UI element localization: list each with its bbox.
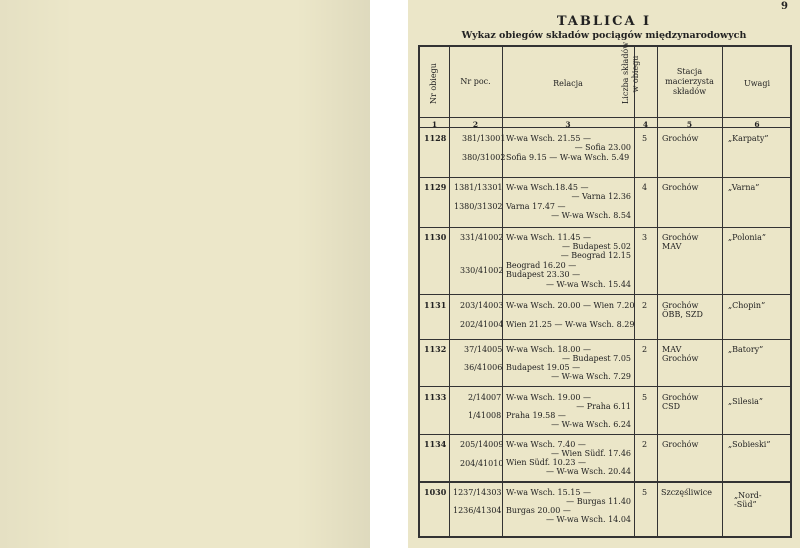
row-liczba: 3 xyxy=(642,233,648,242)
row-divider xyxy=(420,177,790,178)
row-relation: — Burgas 11.40 xyxy=(566,497,631,506)
row-obieg: 1130 xyxy=(424,232,447,242)
column-number: 1 xyxy=(431,120,438,129)
row-stacja: Grochów xyxy=(662,134,699,143)
row-stacja: ÖBB, SZD xyxy=(662,310,703,319)
row-train-nr: 203/14003 xyxy=(460,301,504,310)
column-number: 4 xyxy=(642,120,649,129)
row-obieg: 1133 xyxy=(424,392,447,402)
row-uwagi: „Sobieski” xyxy=(728,440,771,449)
header-divider xyxy=(420,117,790,118)
row-relation: — Praha 6.11 xyxy=(576,402,631,411)
row-obieg: 1134 xyxy=(424,439,447,449)
row-train-nr: 1236/41304 xyxy=(453,506,502,515)
row-train-nr: 205/14009 xyxy=(460,440,504,449)
row-relation: — W-wa Wsch. 8.54 xyxy=(551,211,631,220)
row-obieg: 1129 xyxy=(424,182,447,192)
row-relation: — W-wa Wsch. 20.44 xyxy=(546,467,631,476)
row-stacja: MAV xyxy=(662,345,682,354)
row-uwagi: „Karpaty” xyxy=(728,134,769,143)
row-relation: W-wa Wsch. 15.15 — xyxy=(506,488,591,497)
row-relation: — Beograd 12.15 xyxy=(560,251,631,260)
row-relation: W-wa Wsch.18.45 — xyxy=(506,183,589,192)
column-number: 5 xyxy=(686,120,693,129)
row-liczba: 2 xyxy=(642,345,648,354)
row-train-nr: 331/41002 xyxy=(460,233,504,242)
column-number: 3 xyxy=(565,120,571,129)
table-title: TABLICA I xyxy=(556,14,652,29)
row-liczba: 2 xyxy=(642,440,648,449)
row-relation: — W-wa Wsch. 7.29 xyxy=(551,372,631,381)
row-train-nr: 202/41004 xyxy=(460,320,504,329)
header-stacja-line3: składów xyxy=(672,87,707,96)
row-uwagi: „Polonia” xyxy=(728,233,766,242)
row-relation: Sofia 9.15 — W-wa Wsch. 5.49 xyxy=(506,153,630,162)
row-stacja: Szczęśliwice xyxy=(661,488,712,497)
row-stacja: Grochów xyxy=(662,233,699,242)
column-number: 2 xyxy=(472,120,479,129)
row-uwagi: „Varna” xyxy=(728,183,760,192)
row-relation: Wien Südf. 10.23 — xyxy=(506,458,587,467)
row-stacja: CSD xyxy=(662,402,681,411)
row-train-nr: 330/41002 xyxy=(460,266,504,275)
column-number: 6 xyxy=(754,120,760,129)
row-relation: — W-wa Wsch. 15.44 xyxy=(546,280,631,289)
circulation-table xyxy=(418,41,792,538)
row-relation: — Varna 12.36 xyxy=(571,192,631,201)
row-train-nr: 37/14005 xyxy=(464,345,503,354)
row-liczba: 5 xyxy=(642,134,648,143)
row-relation: W-wa Wsch. 21.55 — xyxy=(506,134,591,143)
row-liczba: 4 xyxy=(642,183,648,192)
row-uwagi: „Nord- xyxy=(734,491,762,500)
header-relacja: Relacja xyxy=(553,79,583,88)
row-train-nr: 1/41008 xyxy=(468,411,502,420)
row-obieg: 1128 xyxy=(424,133,447,143)
row-relation: — Sofia 23.00 xyxy=(574,143,631,152)
row-relation: Budapest 19.05 — xyxy=(506,363,581,372)
header-nr-poc: Nr poc. xyxy=(460,77,491,86)
row-obieg: 1131 xyxy=(424,300,447,310)
header-liczba-line2: w obiegu xyxy=(631,55,640,93)
header-liczba-line1: Liczba składów xyxy=(621,41,630,104)
row-relation: — Wien Südf. 17.46 xyxy=(550,449,631,458)
row-relation: W-wa Wsch. 20.00 — Wien 7.20 xyxy=(506,301,635,310)
row-relation: Beograd 16.20 — xyxy=(506,261,577,270)
row-relation: — Budapest 7.05 xyxy=(562,354,631,363)
row-divider xyxy=(420,481,790,483)
row-divider xyxy=(420,294,790,295)
blank-left-page xyxy=(0,0,370,548)
row-relation: Budapest 23.30 — xyxy=(506,270,581,279)
row-train-nr: 1380/31302 xyxy=(454,202,503,211)
row-obieg: 1030 xyxy=(424,487,447,497)
header-uwagi: Uwagi xyxy=(743,79,771,88)
row-relation: W-wa Wsch. 7.40 — xyxy=(506,440,586,449)
row-train-nr: 1381/13301 xyxy=(454,183,503,192)
row-train-nr: 381/13001 xyxy=(462,134,506,143)
row-relation: — W-wa Wsch. 14.04 xyxy=(546,515,631,524)
row-train-nr: 204/41010 xyxy=(460,459,504,468)
row-uwagi: -Süd” xyxy=(734,500,757,509)
row-divider xyxy=(420,227,790,228)
page-number: 9 xyxy=(781,1,788,12)
page-gutter xyxy=(370,0,408,548)
row-relation: Praha 19.58 — xyxy=(506,411,566,420)
row-relation: — Budapest 5.02 xyxy=(562,242,631,251)
row-liczba: 2 xyxy=(642,301,648,310)
row-stacja: Grochów xyxy=(662,354,699,363)
row-uwagi: „Batory” xyxy=(728,345,764,354)
row-relation: W-wa Wsch. 18.00 — xyxy=(506,345,591,354)
header-nr-obiegu: Nr obiegu xyxy=(429,63,438,104)
row-relation: Wien 21.25 — W-wa Wsch. 8.29 xyxy=(506,320,635,329)
row-uwagi: „Silesia” xyxy=(728,397,763,406)
row-relation: W-wa Wsch. 19.00 — xyxy=(506,393,591,402)
table-subtitle: Wykaz obiegów składów pociągów międzynarodowych xyxy=(461,30,747,41)
row-relation: Burgas 20.00 — xyxy=(506,506,571,515)
row-divider xyxy=(420,339,790,340)
row-stacja: Grochów xyxy=(662,393,699,402)
row-train-nr: 36/41006 xyxy=(464,363,503,372)
row-divider xyxy=(420,386,790,387)
row-uwagi: „Chopin” xyxy=(728,301,766,310)
row-train-nr: 2/14007 xyxy=(468,393,502,402)
row-divider xyxy=(420,434,790,435)
row-liczba: 5 xyxy=(642,393,648,402)
row-stacja: MAV xyxy=(662,242,682,251)
row-stacja: Grochów xyxy=(662,440,699,449)
row-train-nr: 380/31002 xyxy=(462,153,506,162)
header-stacja-line1: Stacja xyxy=(676,67,703,76)
row-train-nr: 1237/14303 xyxy=(453,488,502,497)
row-relation: — W-wa Wsch. 6.24 xyxy=(551,420,631,429)
row-obieg: 1132 xyxy=(424,344,447,354)
row-liczba: 5 xyxy=(642,488,648,497)
row-relation: W-wa Wsch. 11.45 — xyxy=(506,233,591,242)
row-stacja: Grochów xyxy=(662,301,699,310)
row-relation: Varna 17.47 — xyxy=(506,202,566,211)
right-page xyxy=(408,0,800,548)
row-stacja: Grochów xyxy=(662,183,699,192)
header-stacja-line2: macierzysta xyxy=(665,77,714,86)
